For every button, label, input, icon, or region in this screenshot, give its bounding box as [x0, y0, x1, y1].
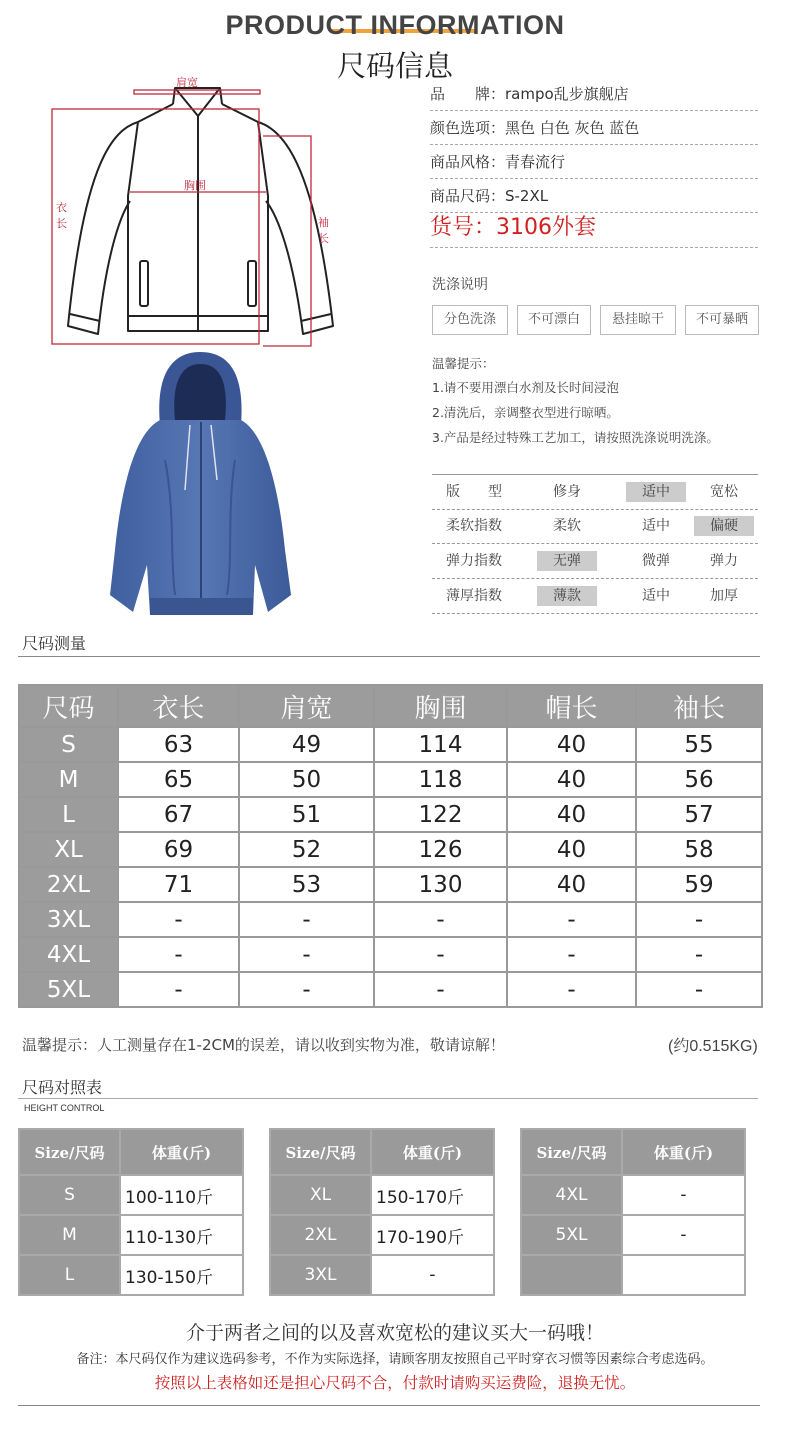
measure-value-cell: 55: [636, 727, 762, 762]
table-row: [19, 727, 762, 762]
index-option: 弹力: [710, 553, 738, 569]
measure-value-cell: 71: [118, 867, 239, 902]
reference-subtitle: HEIGHT CONTROL: [24, 1103, 105, 1113]
size-measure-table: [18, 684, 763, 1008]
measure-value-cell: 52: [239, 832, 374, 867]
weight-reference-table: [269, 1128, 495, 1296]
size-advice: 介于两者之间的以及喜欢宽松的建议买大一码哦！: [185, 1322, 604, 1344]
ref-weight-cell: -: [622, 1215, 745, 1255]
wash-tag-hang-dry: 悬挂晾干: [600, 305, 676, 335]
measure-value-cell: 50: [239, 762, 374, 797]
index-name: 弹力指数: [446, 553, 502, 569]
info-colors: 颜色选项：黑色 白色 灰色 蓝色: [430, 112, 758, 145]
ref-weight-cell: 130-150斤: [120, 1255, 243, 1295]
measure-value-cell: 65: [118, 762, 239, 797]
info-size-range: 商品尺码：S-2XL: [430, 180, 758, 213]
blue-jacket-photo: [105, 350, 295, 622]
measure-value-cell: 59: [636, 867, 762, 902]
info-item-number: 货号：3106外套: [430, 212, 758, 248]
ref-header-weight: 体重(斤): [120, 1129, 243, 1175]
ref-weight-cell: 100-110斤: [120, 1175, 243, 1215]
measure-value-cell: 114: [374, 727, 507, 762]
measure-value-cell: 67: [118, 797, 239, 832]
size-header-cell: 尺码: [19, 685, 118, 727]
index-name: 版 型: [446, 484, 502, 500]
ref-weight-cell: -: [371, 1255, 494, 1295]
size-cell: 2XL: [19, 867, 118, 902]
measure-value-cell: -: [239, 902, 374, 937]
size-header-cell: 肩宽: [239, 685, 374, 727]
length-label: 衣长: [56, 201, 67, 230]
index-option: 柔软: [553, 518, 581, 534]
sleeve-label: 袖长: [318, 216, 329, 245]
table-row: [19, 937, 762, 972]
measure-value-cell: -: [636, 972, 762, 1007]
size-cell: XL: [19, 832, 118, 867]
index-option-selected: 无弹: [537, 551, 597, 571]
measure-value-cell: -: [507, 972, 636, 1007]
index-option: 宽松: [710, 484, 738, 500]
table-row: [521, 1215, 745, 1255]
shoulder-measure-line: [134, 90, 260, 94]
ref-size-cell: S: [19, 1175, 120, 1215]
table-row: [19, 972, 762, 1007]
table-row: [19, 762, 762, 797]
left-pocket: [140, 261, 148, 306]
garment-weight: (约0.515KG): [668, 1038, 758, 1055]
table-row: [19, 797, 762, 832]
right-pocket: [248, 261, 256, 306]
size-cell: M: [19, 762, 118, 797]
index-option-selected: 偏硬: [694, 516, 754, 536]
table-row: [19, 1175, 243, 1215]
ref-header-weight: 体重(斤): [371, 1129, 494, 1175]
wash-tag-separate: 分色洗涤: [432, 305, 508, 335]
measure-value-cell: 63: [118, 727, 239, 762]
size-cell: S: [19, 727, 118, 762]
wash-label: 洗涤说明: [432, 277, 488, 293]
measure-value-cell: -: [239, 972, 374, 1007]
measure-value-cell: -: [374, 902, 507, 937]
page-title-cn: 尺码信息: [336, 49, 453, 83]
table-row: [270, 1255, 494, 1295]
measure-value-cell: 122: [374, 797, 507, 832]
measure-value-cell: -: [636, 937, 762, 972]
ref-weight-cell: [622, 1255, 745, 1295]
measure-value-cell: 40: [507, 762, 636, 797]
ref-size-cell: 5XL: [521, 1215, 622, 1255]
ref-header-size: Size/尺码: [19, 1129, 120, 1175]
table-row: [19, 902, 762, 937]
size-table-header: [19, 685, 762, 727]
index-row: [432, 579, 758, 614]
ref-size-cell: 2XL: [270, 1215, 371, 1255]
table-row: [19, 867, 762, 902]
index-option-selected: 薄款: [537, 586, 597, 606]
tip-item-3: 3.产品是经过特殊工艺加工，请按照洗涤说明洗涤。: [432, 430, 719, 445]
page-title-en: PRODUCT INFORMATION: [225, 10, 565, 40]
size-cell: 5XL: [19, 972, 118, 1007]
measure-value-cell: -: [507, 902, 636, 937]
measure-value-cell: 51: [239, 797, 374, 832]
ref-weight-cell: 150-170斤: [371, 1175, 494, 1215]
ref-size-cell: XL: [270, 1175, 371, 1215]
tips-label: 温馨提示：: [432, 356, 495, 371]
size-cell: L: [19, 797, 118, 832]
table-row: [270, 1175, 494, 1215]
wash-tag-no-bleach: 不可漂白: [517, 305, 591, 335]
measure-value-cell: 40: [507, 797, 636, 832]
ref-header-weight: 体重(斤): [622, 1129, 745, 1175]
measure-value-cell: -: [374, 972, 507, 1007]
measure-value-cell: 49: [239, 727, 374, 762]
tip-item-1: 1.请不要用漂白水剂及长时间浸泡: [432, 380, 619, 395]
size-header-cell: 帽长: [507, 685, 636, 727]
measure-value-cell: 126: [374, 832, 507, 867]
info-style: 商品风格：青春流行: [430, 146, 758, 179]
table-row: [19, 832, 762, 867]
wash-tag-no-sun: 不可暴晒: [685, 305, 759, 335]
ref-header-size: Size/尺码: [270, 1129, 371, 1175]
index-option-selected: 适中: [626, 482, 686, 502]
jacket-measurement-diagram: [48, 76, 348, 351]
index-option: 适中: [642, 518, 670, 534]
measure-value-cell: 40: [507, 867, 636, 902]
ref-weight-cell: 170-190斤: [371, 1215, 494, 1255]
ref-weight-cell: -: [622, 1175, 745, 1215]
index-option: 适中: [642, 588, 670, 604]
index-option: 加厚: [710, 588, 738, 604]
reference-title: 尺码对照表: [22, 1078, 103, 1097]
table-row: [521, 1175, 745, 1215]
table-row: [270, 1215, 494, 1255]
measure-value-cell: -: [118, 937, 239, 972]
ref-size-cell: [521, 1255, 622, 1295]
size-header-cell: 衣长: [118, 685, 239, 727]
measure-title: 尺码测量: [22, 634, 87, 653]
weight-reference-table: [18, 1128, 244, 1296]
index-name: 薄厚指数: [446, 588, 502, 604]
size-cell: 4XL: [19, 937, 118, 972]
reference-divider: [18, 1098, 758, 1099]
measure-value-cell: 118: [374, 762, 507, 797]
index-row: [432, 475, 758, 510]
size-cell: 3XL: [19, 902, 118, 937]
bottom-divider: [18, 1405, 760, 1406]
measure-value-cell: 40: [507, 832, 636, 867]
measure-value-cell: -: [118, 902, 239, 937]
size-header-cell: 袖长: [636, 685, 762, 727]
tip-item-2: 2.清洗后，亲调整衣型进行晾晒。: [432, 405, 619, 420]
size-header-cell: 胸围: [374, 685, 507, 727]
ref-weight-cell: 110-130斤: [120, 1215, 243, 1255]
info-brand: 品 牌：rampo乱步旗舰店: [430, 78, 758, 111]
sleeve-measure-box: [263, 136, 311, 346]
size-remark: 备注：本尺码仅作为建议选码参考，不作为实际选择，请顾客朋友按照自己平时穿衣习惯等因素综合考虑选码。: [76, 1352, 714, 1367]
table-row: [19, 1215, 243, 1255]
measure-value-cell: 56: [636, 762, 762, 797]
measure-value-cell: 58: [636, 832, 762, 867]
index-row: [432, 544, 758, 579]
ref-size-cell: M: [19, 1215, 120, 1255]
measure-divider: [18, 656, 760, 657]
measure-value-cell: 130: [374, 867, 507, 902]
weight-reference-table: [520, 1128, 746, 1296]
measure-value-cell: -: [118, 972, 239, 1007]
shoulder-label: 肩宽: [176, 76, 198, 89]
measure-value-cell: -: [374, 937, 507, 972]
ref-header-size: Size/尺码: [521, 1129, 622, 1175]
measure-value-cell: -: [239, 937, 374, 972]
table-row: [19, 1255, 243, 1295]
measure-value-cell: 40: [507, 727, 636, 762]
measure-value-cell: -: [507, 937, 636, 972]
measure-value-cell: 53: [239, 867, 374, 902]
measure-value-cell: 69: [118, 832, 239, 867]
index-row: [432, 509, 758, 544]
shipping-warning: 按照以上表格如还是担心尺码不合，付款时请购买运费险，退换无忧。: [154, 1374, 636, 1392]
chest-label: 胸围: [184, 179, 206, 192]
table-row: [521, 1255, 745, 1295]
ref-size-cell: 3XL: [270, 1255, 371, 1295]
measure-value-cell: 57: [636, 797, 762, 832]
index-option: 微弹: [642, 553, 670, 569]
index-option: 修身: [553, 484, 581, 500]
ref-size-cell: L: [19, 1255, 120, 1295]
measure-note: 温馨提示：人工测量存在1-2CM的误差，请以收到实物为准，敬请谅解！: [22, 1036, 505, 1054]
measure-value-cell: -: [636, 902, 762, 937]
index-name: 柔软指数: [446, 518, 502, 534]
ref-size-cell: 4XL: [521, 1175, 622, 1215]
